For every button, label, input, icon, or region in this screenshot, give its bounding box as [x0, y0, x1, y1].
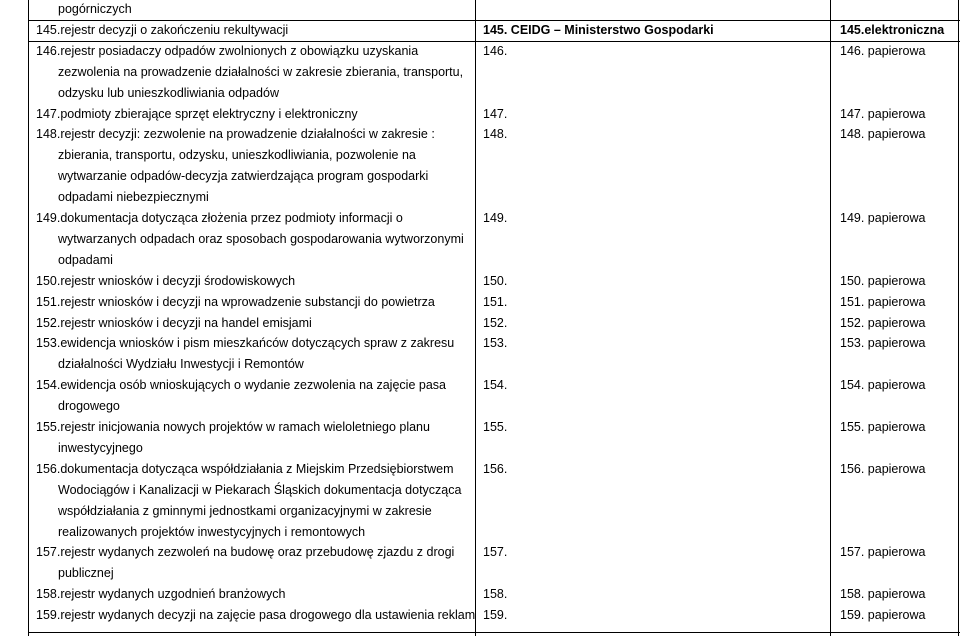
- register-name-continuation: Wodociągów i Kanalizacji w Piekarach Śląskich dokumentacja dotycząca: [58, 482, 462, 497]
- register-name-continuation: zbierania, transportu, odzysku, unieszkodliwiania, pozwolenie na: [58, 148, 416, 163]
- storage-form: 154. papierowa: [840, 378, 926, 393]
- maintaining-system: 152.: [483, 315, 508, 330]
- register-name: 154.ewidencja osób wnioskujących o wydanie zezwolenia na zajęcie pasa: [36, 378, 446, 393]
- row-border: [28, 20, 960, 21]
- maintaining-system: 149.: [483, 211, 508, 225]
- row-border: [28, 41, 960, 42]
- maintaining-system: 158.: [483, 587, 508, 602]
- register-name: 148.rejestr decyzji: zezwolenie na prowadzenie działalności w zakresie :: [36, 127, 435, 142]
- register-name-continuation: odzysku lub unieszkodliwiania odpadów: [58, 85, 279, 100]
- maintaining-system: 153.: [483, 336, 508, 351]
- register-name: pogórniczych: [58, 2, 132, 16]
- register-name: 157.rejestr wydanych zezwoleń na budowę oraz przebudowę zjazdu z drogi: [36, 545, 455, 560]
- storage-form: 151. papierowa: [840, 294, 926, 309]
- storage-form: 146. papierowa: [840, 43, 926, 58]
- register-name-continuation: działalności Wydziału Inwestycji i Remontów: [58, 357, 304, 372]
- register-name: 150.rejestr wniosków i decyzji środowiskowych: [36, 273, 296, 288]
- register-name: 153.ewidencja wniosków i pism mieszkańców dotyczących spraw z zakresu: [36, 336, 455, 351]
- register-name-continuation: inwestycyjnego: [58, 440, 143, 455]
- maintaining-system: 154.: [483, 378, 508, 393]
- maintaining-system: 147.: [483, 106, 508, 121]
- register-name-continuation: drogowego: [58, 399, 120, 414]
- storage-form: 157. papierowa: [840, 545, 926, 560]
- column-border: [28, 0, 29, 636]
- register-name: 146.rejestr posiadaczy odpadów zwolnionych z obowiązku uzyskania: [36, 43, 419, 58]
- column-border: [475, 0, 476, 636]
- register-name-continuation: współdziałania z gminnymi jednostkami organizacyjnymi w zakresie: [58, 503, 432, 518]
- register-name: 149.dokumentacja dotycząca złożenia przez podmioty informacji o: [36, 211, 403, 225]
- storage-form: 152. papierowa: [840, 315, 926, 330]
- register-name-continuation: realizowanych projektów inwestycyjnych i remontowych: [58, 524, 366, 539]
- storage-form: 148. papierowa: [840, 127, 926, 142]
- register-name: 147.podmioty zbierające sprzęt elektryczny i elektroniczny: [36, 106, 358, 121]
- storage-form: 153. papierowa: [840, 336, 926, 351]
- storage-form: 159. papierowa: [840, 608, 926, 623]
- storage-form: 158. papierowa: [840, 587, 926, 602]
- maintaining-system: 156.: [483, 461, 508, 476]
- register-name: 159.rejestr wydanych decyzji na zajęcie pasa drogowego dla ustawienia reklam: [36, 608, 476, 623]
- maintaining-system: 146.: [483, 43, 508, 58]
- maintaining-system: 145. CEIDG – Ministerstwo Gospodarki: [483, 22, 714, 37]
- storage-form: 155. papierowa: [840, 420, 926, 434]
- register-name: 158.rejestr wydanych uzgodnień branżowych: [36, 587, 286, 602]
- maintaining-system: 150.: [483, 273, 508, 288]
- register-name: 151.rejestr wniosków i decyzji na wprowadzenie substancji do powietrza: [36, 294, 435, 309]
- register-name: 152.rejestr wniosków i decyzji na handel emisjami: [36, 315, 312, 330]
- maintaining-system: 157.: [483, 545, 508, 560]
- register-name-continuation: odpadami niebezpiecznymi: [58, 190, 209, 205]
- register-name: 145.rejestr decyzji o zakończeniu rekultywacji: [36, 22, 289, 37]
- maintaining-system: 155.: [483, 420, 508, 434]
- register-name-continuation: wytwarzanych odpadach oraz sposobach gospodarowania wytworzonymi: [58, 231, 464, 246]
- maintaining-system: 159.: [483, 608, 508, 623]
- maintaining-system: 151.: [483, 294, 508, 309]
- register-name-continuation: odpadami: [58, 252, 113, 267]
- storage-form: 149. papierowa: [840, 211, 926, 225]
- column-border: [958, 0, 959, 636]
- register-name: 155.rejestr inicjowania nowych projektów w ramach wieloletniego planu: [36, 420, 430, 434]
- storage-form: 156. papierowa: [840, 461, 926, 476]
- register-name-continuation: zezwolenia na prowadzenie działalności w zakresie zbierania, transportu,: [58, 64, 464, 79]
- storage-form: 147. papierowa: [840, 106, 926, 121]
- row-border: [28, 632, 960, 633]
- storage-form: 150. papierowa: [840, 273, 926, 288]
- column-border: [830, 0, 831, 636]
- storage-form: 145.elektroniczna: [840, 22, 945, 37]
- register-name-continuation: publicznej: [58, 566, 114, 581]
- register-name: 156.dokumentacja dotycząca współdziałania z Miejskim Przedsiębiorstwem: [36, 461, 454, 476]
- register-name-continuation: wytwarzanie odpadów-decyzja zatwierdzająca program gospodarki: [58, 169, 429, 184]
- maintaining-system: 148.: [483, 127, 508, 142]
